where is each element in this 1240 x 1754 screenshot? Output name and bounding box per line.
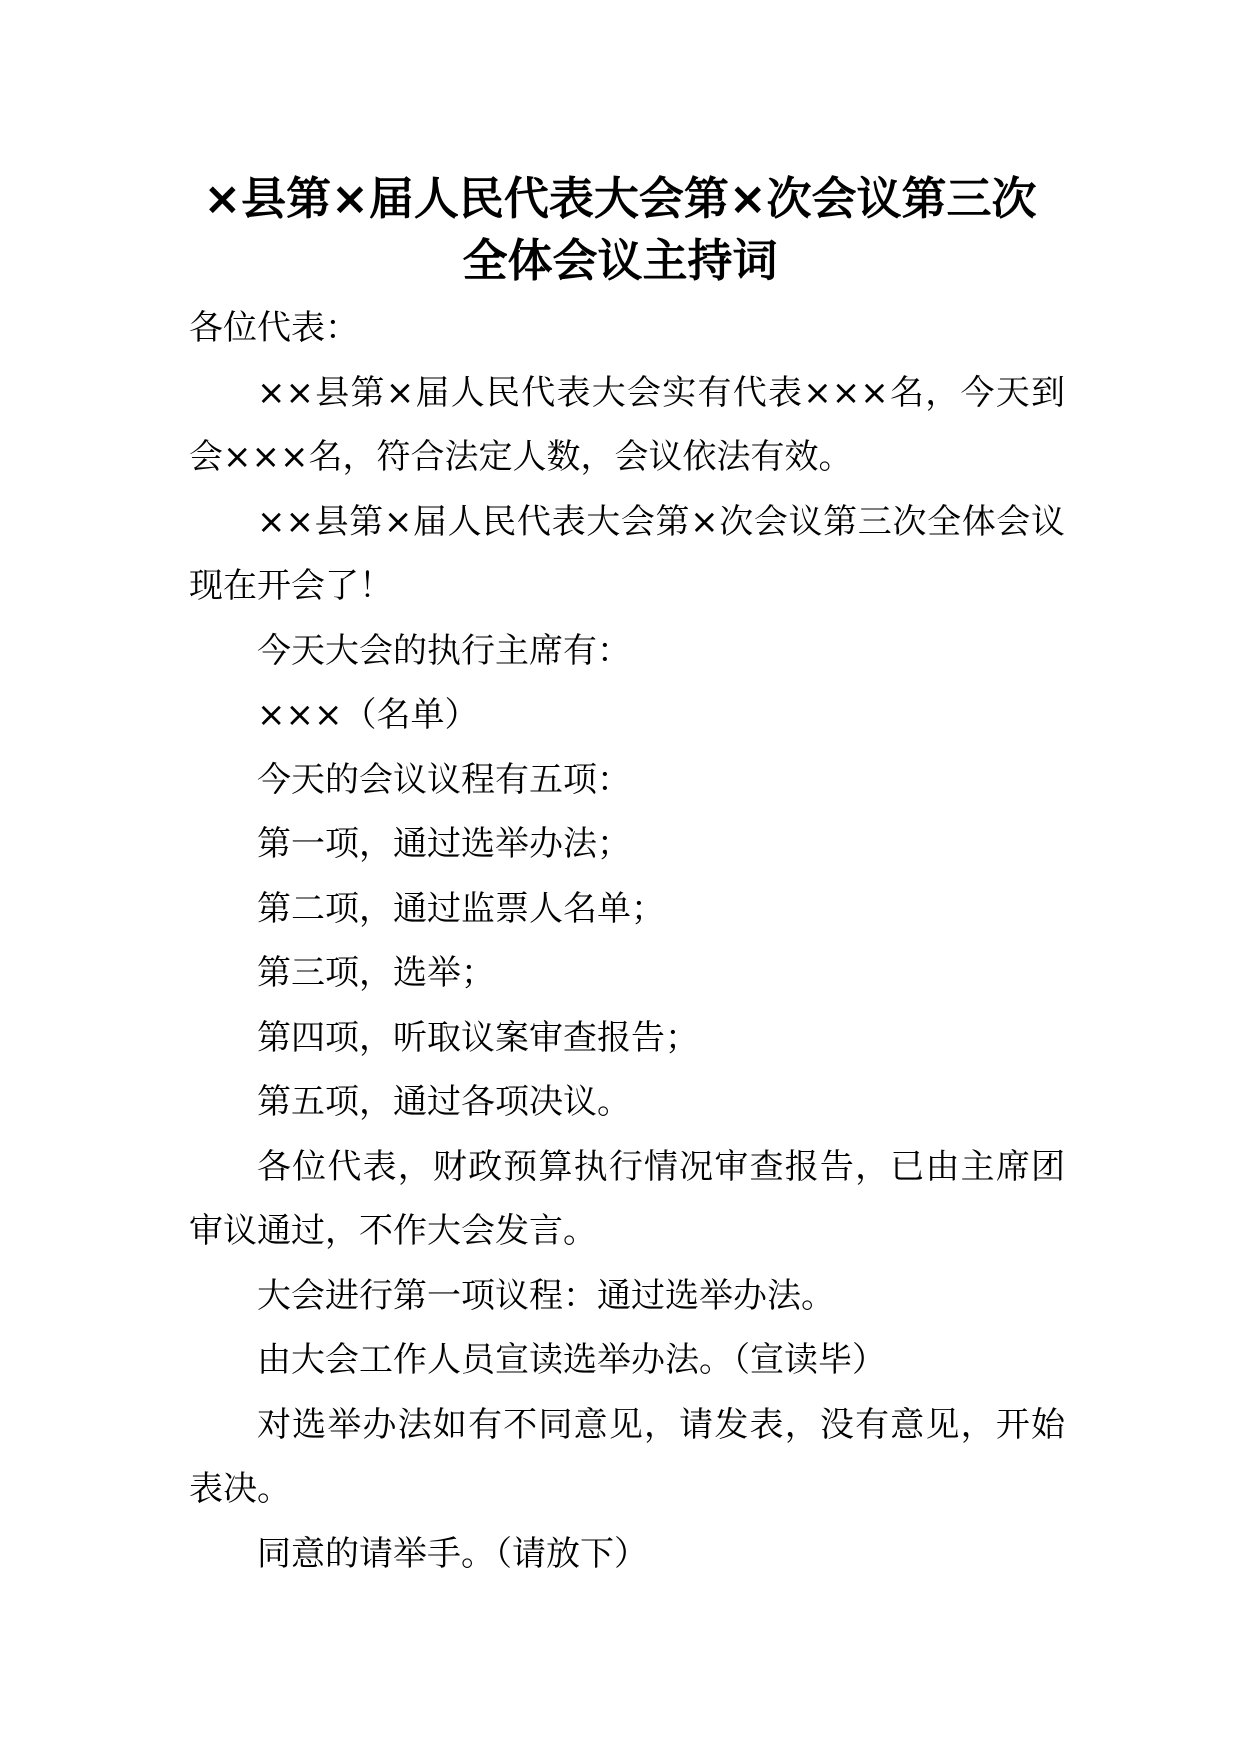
salutation: 各位代表： [189,308,359,348]
document-body [189,296,1065,1586]
paragraph-reading: 由大会工作人员宣读选举办法。（宣读毕） [257,1340,886,1380]
agenda-item-5: 第五项，通过各项决议。 [257,1082,631,1122]
agenda-item-4: 第四项，听取议案审查报告； [257,1017,699,1058]
document-title-line-2: 全体会议主持词 [462,234,778,287]
agenda-item-3: 第三项，选举； [257,953,495,993]
paragraph-presidium-intro: 今天大会的执行主席有： [257,630,631,671]
document-title-line-1: ×县第×届人民代表大会第×次会议第三次 [203,172,1037,225]
agenda-item-1: 第一项，通过选举办法； [257,824,631,864]
paragraph-opinions: 对选举办法如有不同意见，请发表，没有意见，开始表决。 [189,1404,1065,1509]
paragraph-first-agenda: 大会进行第一项议程：通过选举办法。 [257,1275,835,1316]
document-title [170,168,1070,292]
paragraph-presidium-list: ×××（名单） [257,695,479,735]
paragraph-opening: ××县第×届人民代表大会第×次会议第三次全体会议现在开会了！ [189,501,1065,606]
paragraph-attendance: ××县第×届人民代表大会实有代表×××名，今天到会×××名，符合法定人数，会议依法有效。 [189,372,1065,477]
paragraph-agenda-intro: 今天的会议议程有五项： [257,759,631,800]
paragraph-budget-report: 各位代表，财政预算执行情况审查报告，已由主席团审议通过，不作大会发言。 [189,1146,1065,1251]
paragraph-vote: 同意的请举手。（请放下） [257,1533,648,1574]
agenda-item-2: 第二项，通过监票人名单； [257,888,665,929]
